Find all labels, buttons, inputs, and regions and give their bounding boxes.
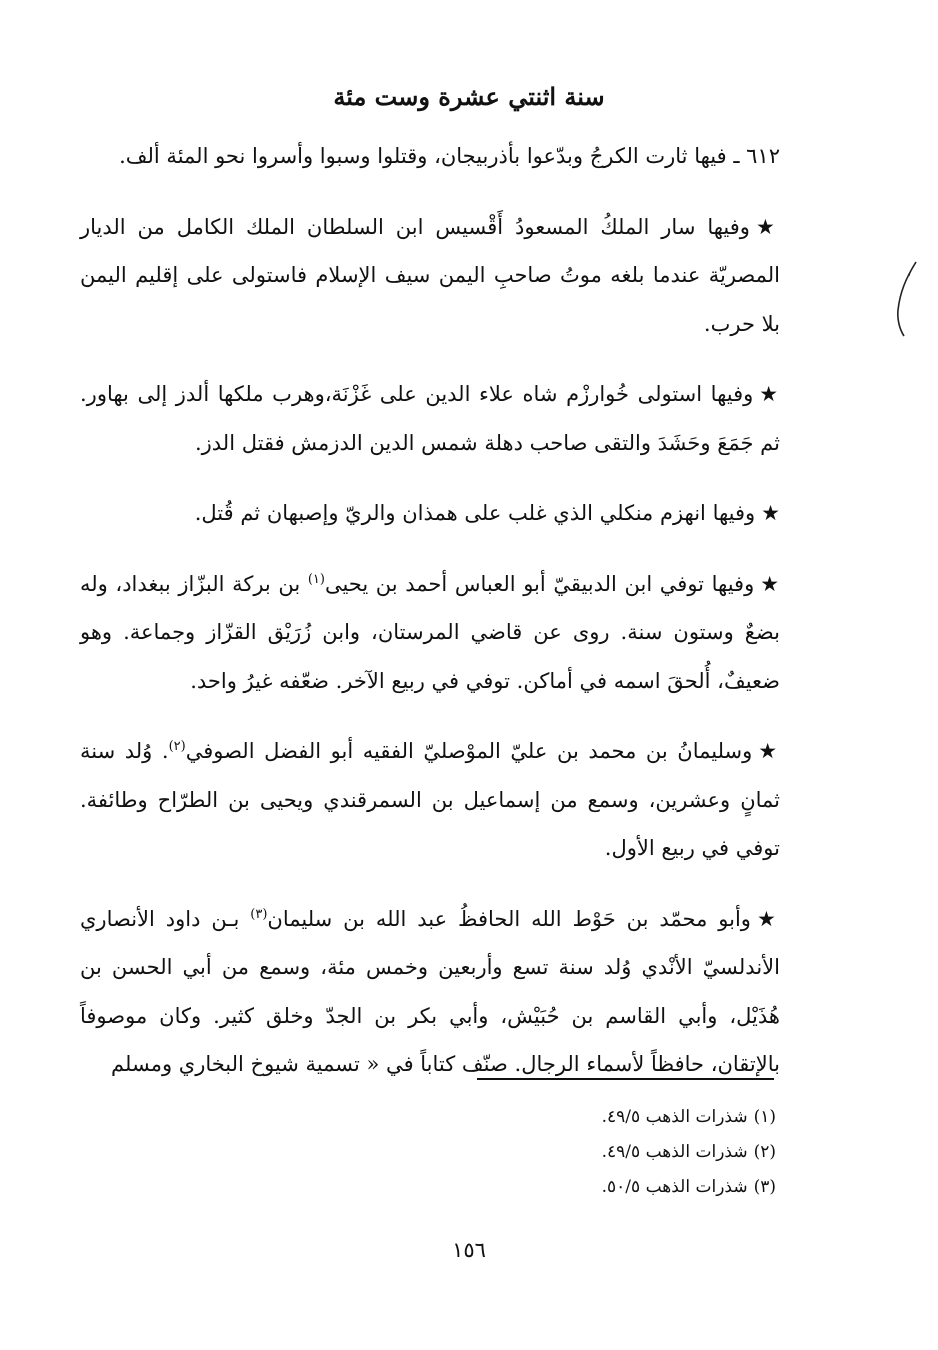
paragraph-text: وفيها سار الملكُ المسعودُ أَقْسيس ابن السلطان الملك الكامل من الديار المصريّة عندما بلغه موتُ صاحبِ اليمن سيف الإسلام فاستولى على إقليم اليمن بلا حرب. — [80, 214, 780, 336]
star-bullet: ★ — [756, 906, 781, 931]
footnote-text: شذرات الذهب ٤٩/٥. — [601, 1142, 748, 1162]
paragraph-5 — [80, 560, 780, 706]
star-bullet: ★ — [760, 571, 780, 596]
paragraph-3 — [80, 370, 780, 467]
paragraph-text-before: وأبو محمّد بن حَوْط الله الحافظُ عبد الله بن سليمان — [267, 906, 751, 931]
paragraph-text-before: وفيها توفي ابن الدبيقيّ أبو العباس أحمد بن يحيى — [324, 571, 755, 596]
star-bullet: ★ — [755, 214, 780, 239]
star-bullet: ★ — [761, 501, 780, 525]
footnotes — [376, 1100, 776, 1205]
paragraph-text-before: وسليمانُ بن محمد بن عليّ الموْصليّ الفقيه أبو الفضل الصوفي — [185, 739, 753, 763]
paragraph-text: وفيها استولى خُوارزْم شاه علاء الدين على غَزْنَة،وهرب ملكها ألدز إلى بهاور. ثم جَمَعَ وحَشَدَ والتقى صاحب دهلة شمس الدين الدزمش فقتل الدز. — [80, 382, 780, 455]
main-text — [80, 132, 780, 1111]
footnote-2 — [376, 1135, 776, 1170]
star-bullet: ★ — [759, 382, 781, 406]
page-number: ١٥٦ — [452, 1238, 486, 1262]
paragraph-text-after: بن بركة البزّاز ببغداد، وله بضعٌ وستون سنة. روى عن قاضي المرستان، وابن زُرَيْق القزّاز وجماعة. وهو ضعيفٌ، أُلحقَ اسمه في أماكن. توفي في ربيع الآخر. ضعّفه غيرُ واحد. — [80, 571, 780, 693]
footnote-number: (١) — [753, 1107, 776, 1127]
footnote-ref-3[interactable]: (٣) — [250, 906, 268, 922]
footnote-ref-1[interactable]: (١) — [307, 571, 325, 587]
star-bullet: ★ — [758, 739, 780, 763]
footnote-ref-2[interactable]: (٢) — [168, 739, 186, 754]
footnote-number: (٣) — [753, 1177, 776, 1197]
paragraph-text: وفيها انهزم منكلي الذي غلب على همذان والريّ وإصبهان ثم قُتل. — [194, 501, 756, 525]
paragraph-1 — [80, 132, 780, 181]
footnote-3 — [376, 1170, 776, 1205]
paragraph-text: ٦١٢ ـ فيها ثارت الكرجُ وبدّعوا بأذربيجان، وقتلوا وسبوا وأسروا نحو المئة ألف. — [119, 144, 780, 168]
footnote-1 — [376, 1100, 776, 1135]
page-title: سنة اثنتي عشرة وست مئة — [333, 82, 605, 111]
paragraph-2 — [80, 203, 780, 349]
margin-pencil-mark — [892, 258, 922, 338]
paragraph-7 — [80, 895, 780, 1089]
footnote-text: شذرات الذهب ٥٠/٥. — [601, 1177, 748, 1197]
footnote-text: شذرات الذهب ٤٩/٥. — [601, 1107, 748, 1127]
paragraph-text-after: بـن داود الأنصاري الأندلسيّ الأنْدي وُلد سنة تسع وأربعين وخمس مئة، وسمع من أبي الحسن بن هُذَيْل، وأبي القاسم بن حُبَيْش، وأبي بكر بن الجدّ وخلق كثير. وكان موصوفاً بالإتقان، حافظاً لأسماء الرجال. صنّف كتاباً في « تسمية شيوخ البخاري ومسلم — [80, 906, 780, 1076]
paragraph-text-after: . وُلد سنة ثمانٍ وعشرين، وسمع من إسماعيل بن السمرقندي ويحيى بن الطرّاح وطائفة. توفي في ربيع الأول. — [80, 739, 780, 860]
footnote-number: (٢) — [753, 1142, 776, 1162]
footnote-separator — [477, 1078, 774, 1080]
paragraph-4 — [80, 489, 780, 538]
paragraph-6 — [80, 727, 780, 873]
